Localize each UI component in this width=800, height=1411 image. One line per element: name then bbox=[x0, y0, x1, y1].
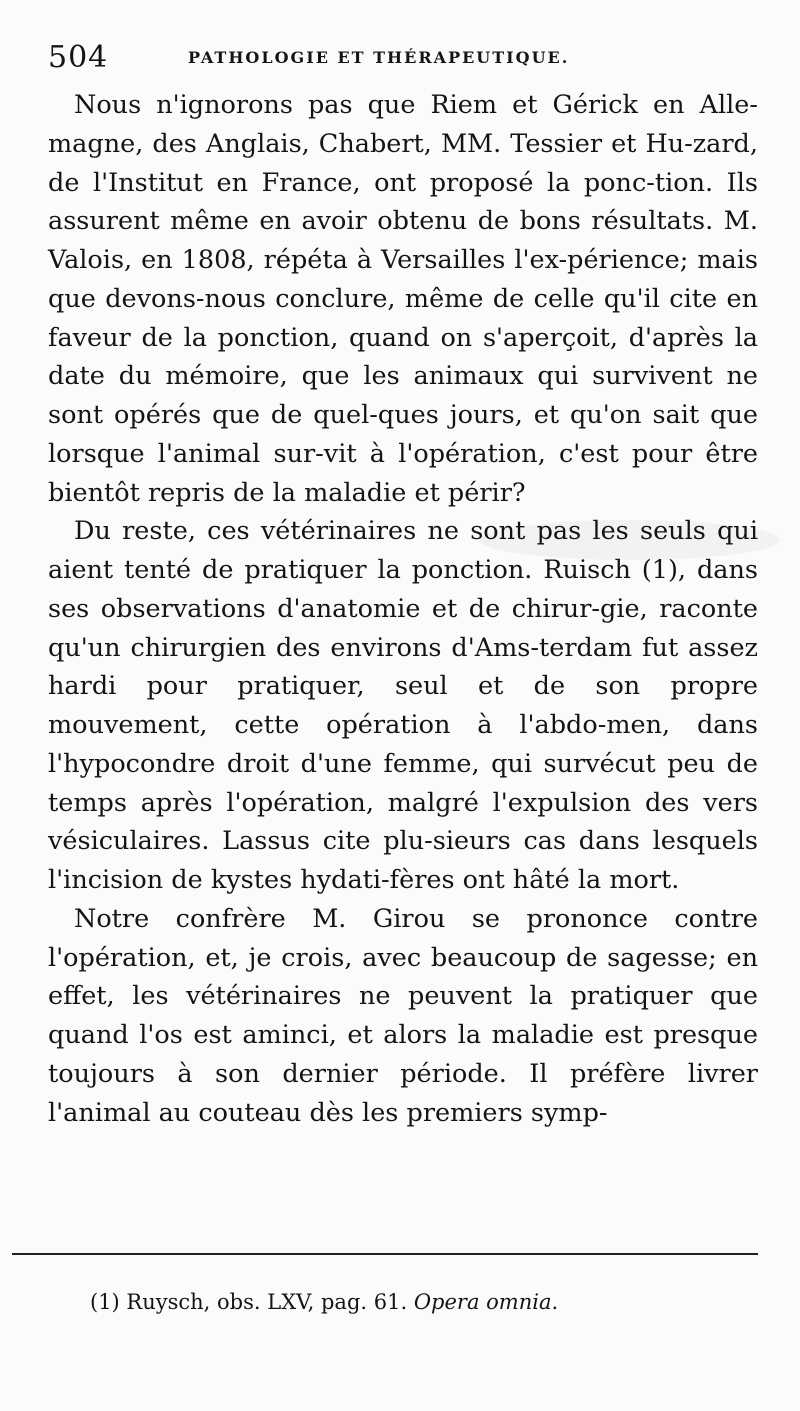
footnote-rule bbox=[12, 1253, 758, 1255]
body-text bbox=[48, 86, 758, 1132]
paragraph-2: Du reste, ces vétérinaires ne sont pas les seuls qui aient tenté de pratiquer la ponction. Ruisch (1), dans ses observations d'anatomie et de chirur-gie, raconte qu'un chirurgien des environs d'Ams-terdam fut assez hardi pour pratiquer, seul et de son propre mouvement, cette opération à l'abdo-men, dans l'hypocondre droit d'une femme, qui survécut peu de temps après l'opération, malgré l'expulsion des vers vésiculaires. Lassus cite plu-sieurs cas dans lesquels l'incision de kystes hydati-fères ont hâté la mort. bbox=[48, 516, 758, 895]
footnote-text: (1) Ruysch, obs. LXV, pag. 61. bbox=[90, 1290, 408, 1314]
footnote bbox=[90, 1290, 558, 1314]
running-title: PATHOLOGIE ET THÉRAPEUTIQUE. bbox=[188, 48, 570, 67]
page-header bbox=[48, 40, 758, 82]
page-smudge bbox=[480, 520, 780, 560]
book-page bbox=[48, 40, 758, 1132]
footnote-work: Opera omnia. bbox=[413, 1290, 559, 1314]
page-number: 504 bbox=[48, 40, 109, 75]
paragraph-1: Nous n'ignorons pas que Riem et Gérick en Alle-magne, des Anglais, Chabert, MM. Tessier et Hu-zard, de l'Institut en France, ont proposé la ponc-tion. Ils assurent même en avoir obtenu de bons résultats. M. Valois, en 1808, répéta à Versailles l'ex-périence; mais que devons-nous conclure, même de celle qu'il cite en faveur de la ponction, quand on s'aperçoit, d'après la date du mémoire, que les animaux qui survivent ne sont opérés que de quel-ques jours, et qu'on sait que lorsque l'animal sur-vit à l'opération, c'est pour être bientôt repris de la maladie et périr? bbox=[48, 90, 758, 508]
paragraph-3: Notre confrère M. Girou se prononce contre l'opération, et, je crois, avec beaucoup de sagesse; en effet, les vétérinaires ne peuvent la pratiquer que quand l'os est aminci, et alors la maladie est presque toujours à son dernier période. Il préfère livrer l'animal au couteau dès les premiers symp- bbox=[48, 903, 758, 1128]
